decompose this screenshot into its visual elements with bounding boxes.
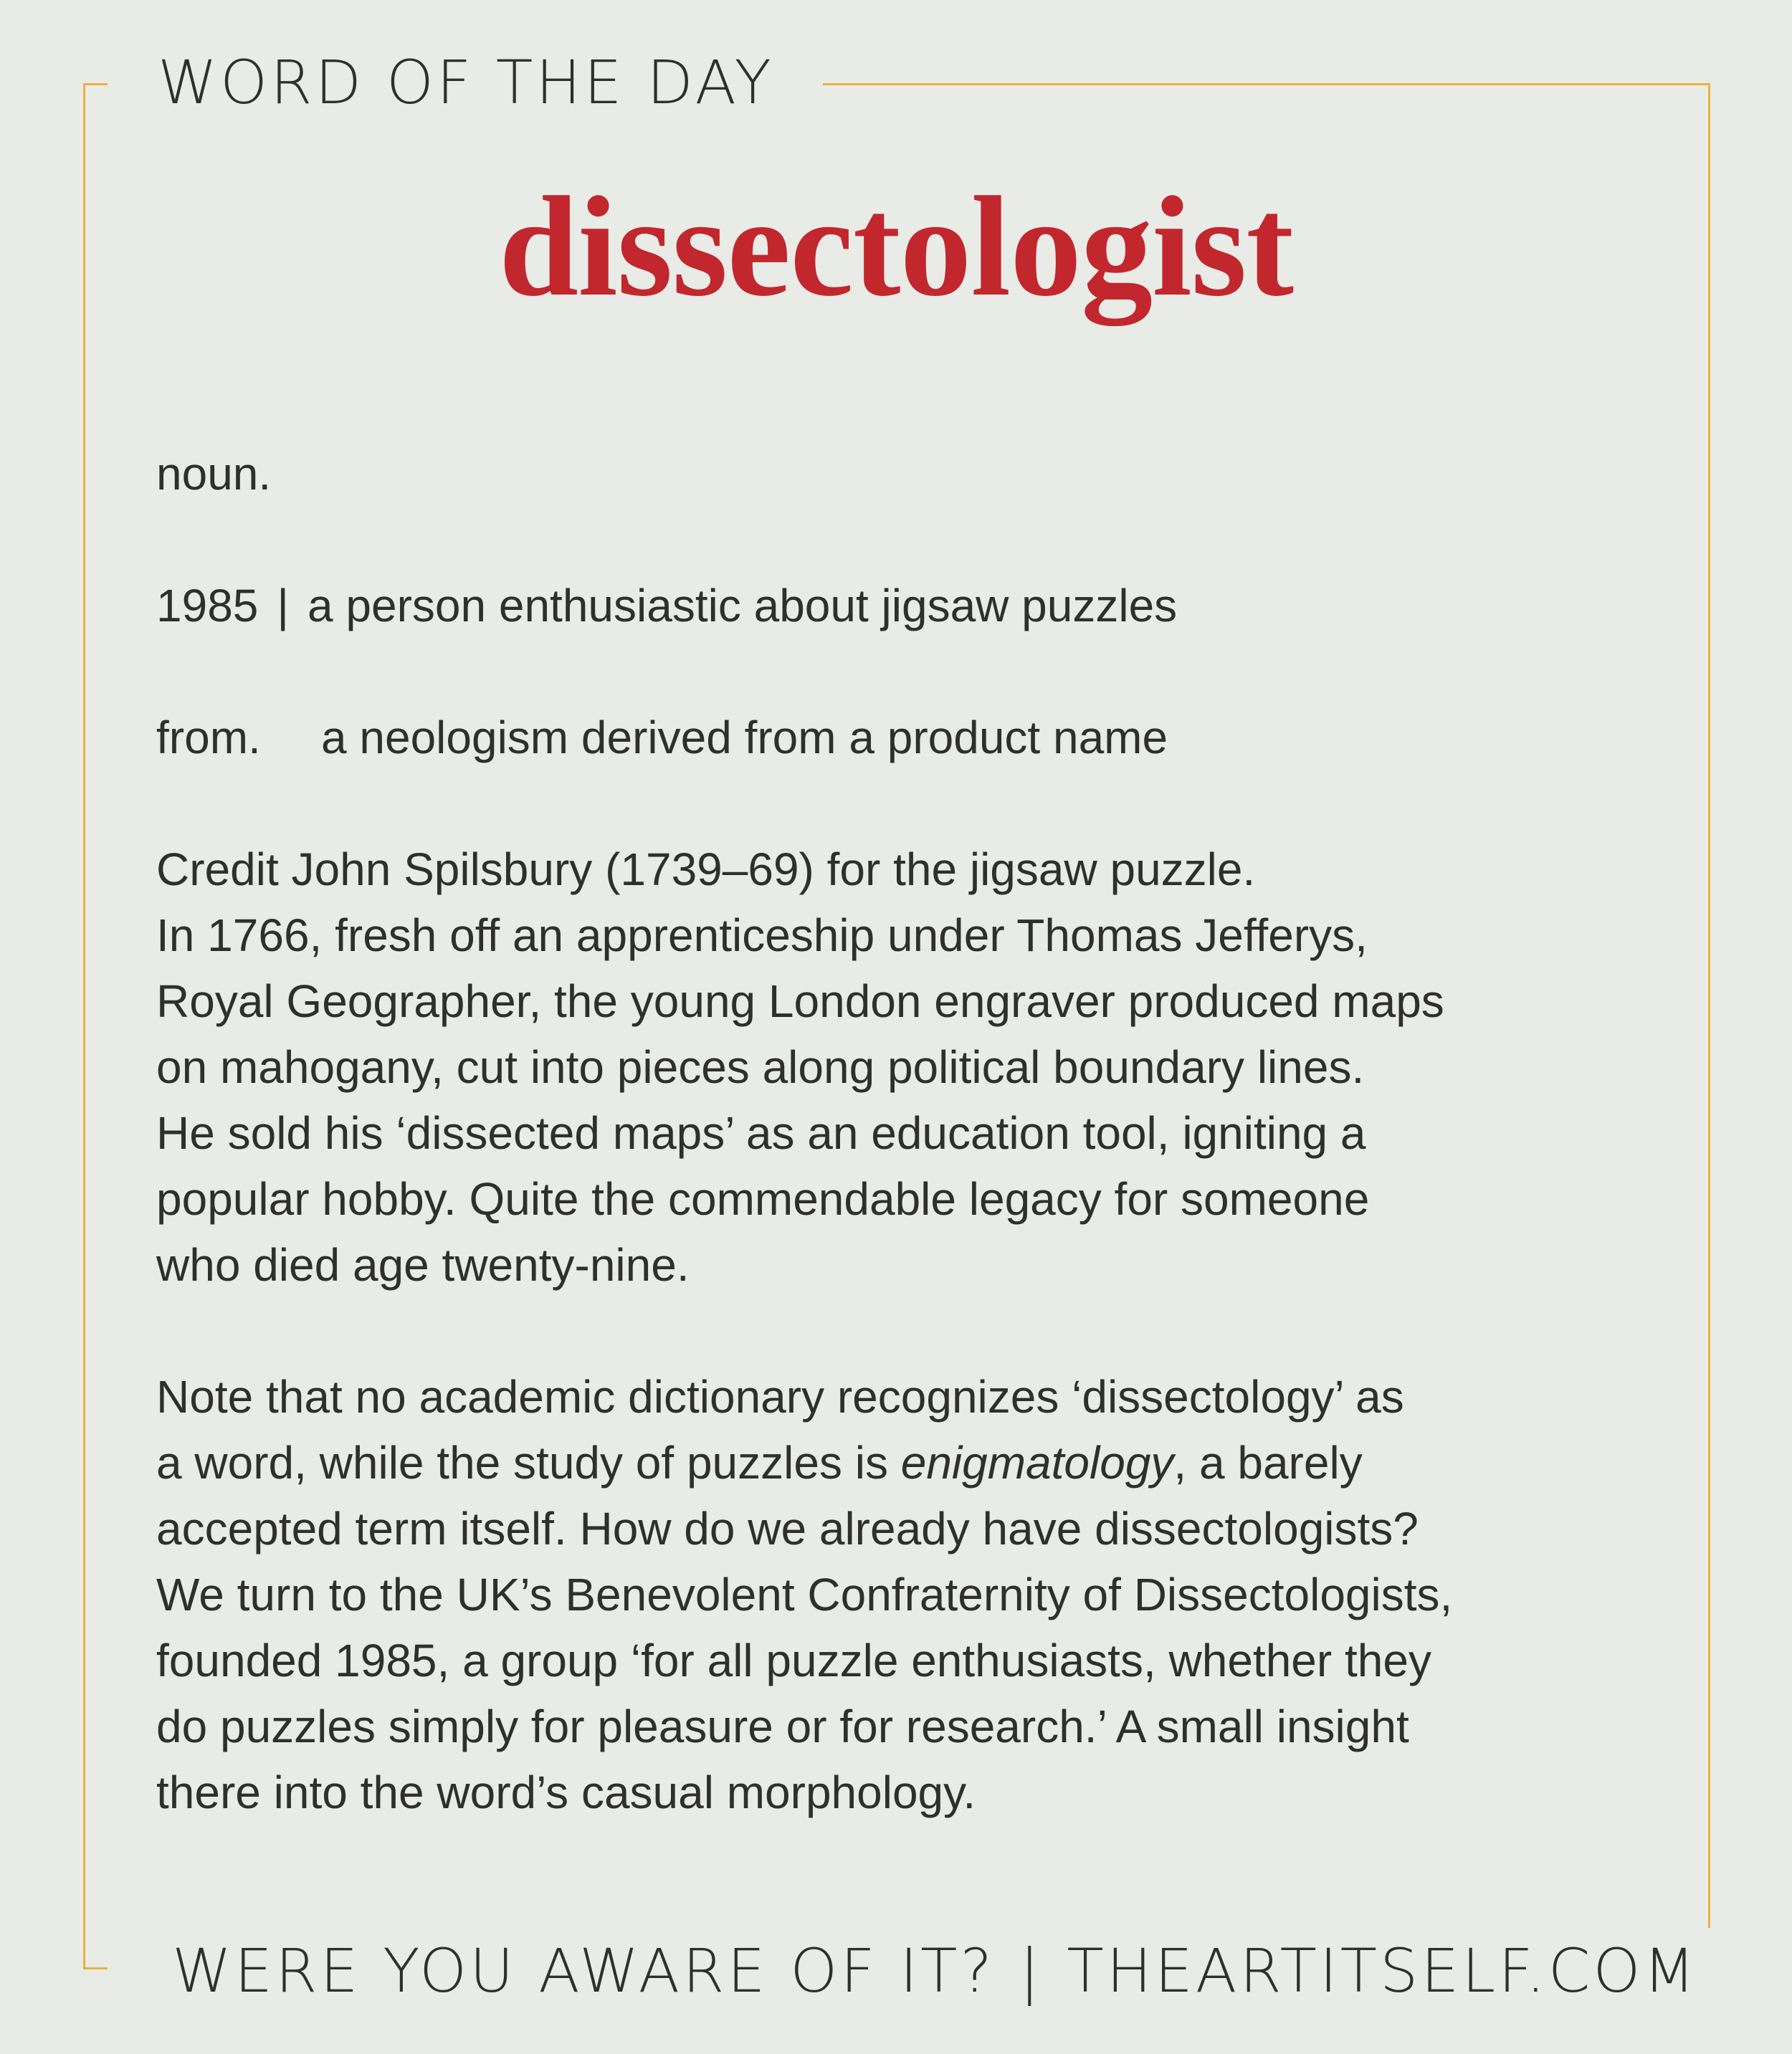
paragraph-line: We turn to the UK’s Benevolent Confraternity of Dissectologists, — [156, 1569, 1453, 1620]
paragraph-line: who died age twenty-nine. — [156, 1239, 690, 1291]
definition-year: 1985 — [156, 580, 259, 631]
origin-text: a neologism derived from a product name — [321, 712, 1168, 763]
paragraph-line: He sold his ‘dissected maps’ as an education tool, igniting a — [156, 1107, 1366, 1159]
paragraph-line — [156, 1430, 1647, 1496]
origin-line — [156, 704, 1647, 770]
italic-term: enigmatology — [900, 1437, 1174, 1489]
footer-question: WERE YOU AWARE OF IT? — [172, 1936, 996, 2006]
footer-tagline — [108, 1928, 1745, 2014]
paragraph-line: do puzzles simply for pleasure or for research.’ A small insight — [156, 1701, 1409, 1752]
paragraph-line: on mahogany, cut into pieces along political boundary lines. — [156, 1041, 1365, 1093]
paragraph-line: Credit John Spilsbury (1739–69) for the jigsaw puzzle. — [156, 844, 1256, 895]
definition-line — [156, 573, 1647, 639]
paragraph-text: a word, while the study of puzzles is — [156, 1437, 901, 1489]
paragraph-line: accepted term itself. How do we already have dissectologists? — [156, 1503, 1419, 1554]
footer-separator: | — [1019, 1936, 1043, 2006]
paragraph-line: there into the word’s casual morphology. — [156, 1767, 976, 1818]
origin-label: from. — [156, 712, 261, 763]
headword: dissectologist — [498, 168, 1294, 326]
note-paragraph — [156, 1364, 1647, 1825]
part-of-speech: noun. — [156, 448, 272, 500]
paragraph-line: popular hobby. Quite the commendable legacy for someone — [156, 1173, 1370, 1225]
paragraph-line: In 1766, fresh off an apprenticeship under Thomas Jefferys, — [156, 909, 1368, 961]
definition-separator: | — [277, 580, 289, 631]
paragraph-line: founded 1985, a group ‘for all puzzle enthusiasts, whether they — [156, 1635, 1431, 1686]
paragraph-line: Note that no academic dictionary recognizes ‘dissectology’ as — [156, 1371, 1404, 1423]
paragraph-line: Royal Geographer, the young London engraver produced maps — [156, 975, 1444, 1027]
history-paragraph — [156, 836, 1647, 1298]
definition-text: a person enthusiastic about jigsaw puzzles — [308, 580, 1178, 631]
paragraph-text: , a barely — [1173, 1437, 1363, 1489]
entry-content — [156, 441, 1647, 1825]
footer-site: THEARTITSELF.COM — [1067, 1936, 1698, 2006]
section-label: WORD OF THE DAY — [108, 43, 823, 122]
